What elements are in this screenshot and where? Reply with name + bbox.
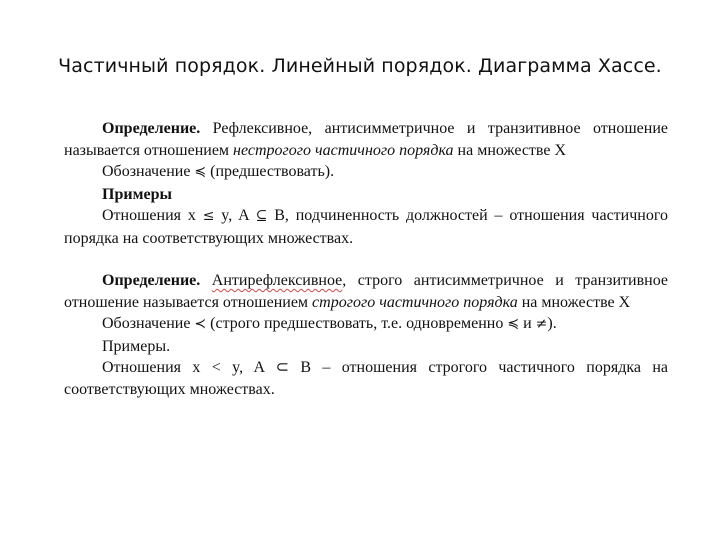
definition-1-text-a: Рефлексивное, антисимметричное и транзитивное отношение называется отношением	[64, 120, 668, 159]
definition-1-notation	[64, 161, 668, 184]
examples-1-text-c: B, подчиненность должностей – отношения частичного порядка на соответствующих множествах.	[64, 207, 669, 247]
examples-1-text-a: Отношения x	[102, 207, 203, 224]
spellcheck-word: Антирефлексивное	[211, 272, 343, 289]
prec-symbol: ≺	[194, 316, 207, 332]
notation-1-label: Обозначение	[102, 163, 195, 180]
definition-2-text-a: , строго антисимметричное и транзитивное отношение называется отношением	[64, 272, 669, 311]
definition-1-paragraph	[64, 118, 668, 161]
definition-1-text-b: на множестве X	[453, 141, 567, 159]
examples-1-heading-text: Примеры	[102, 185, 172, 203]
preceq-symbol-2: ≼	[507, 316, 520, 332]
definition-2-heading: Определение.	[102, 272, 201, 289]
notation-2-label: Обозначение	[102, 315, 195, 332]
examples-2-paragraph: Отношения x < y, A ⊂ B – отношения строгого частичного порядка на соответствующих множествах.	[64, 359, 668, 398]
subseteq-symbol: ⊆	[255, 208, 268, 224]
document-body	[64, 118, 668, 400]
definition-2-paragraph	[64, 270, 668, 313]
slide-title: Частичный порядок. Линейный порядок. Диаграмма Хассе.	[58, 55, 662, 77]
examples-1-text-b: y, A	[214, 207, 256, 224]
paragraph-spacer	[64, 249, 668, 270]
definition-2-term: строгого частичного порядка	[312, 293, 518, 311]
definition-1-term: нестрогого частичного порядка	[233, 141, 454, 159]
examples-2-heading: Примеры.	[102, 337, 171, 355]
notation-2-desc-c: ).	[547, 315, 557, 332]
definition-2-notation	[64, 313, 668, 336]
notation-1-desc: (предшествовать).	[206, 163, 335, 180]
examples-1-heading	[64, 184, 668, 206]
definition-1-heading: Определение.	[102, 120, 201, 137]
notation-2-desc-a: (строго предшествовать, т.е. одновременно	[206, 315, 508, 332]
definition-2-text-b: на множестве X	[517, 293, 631, 311]
leq-symbol: ≤	[202, 208, 215, 224]
preceq-symbol: ≼	[194, 164, 207, 180]
notation-2-desc-b: и	[519, 315, 536, 332]
examples-1-paragraph	[64, 205, 668, 249]
neq-symbol: ≠	[535, 316, 548, 332]
